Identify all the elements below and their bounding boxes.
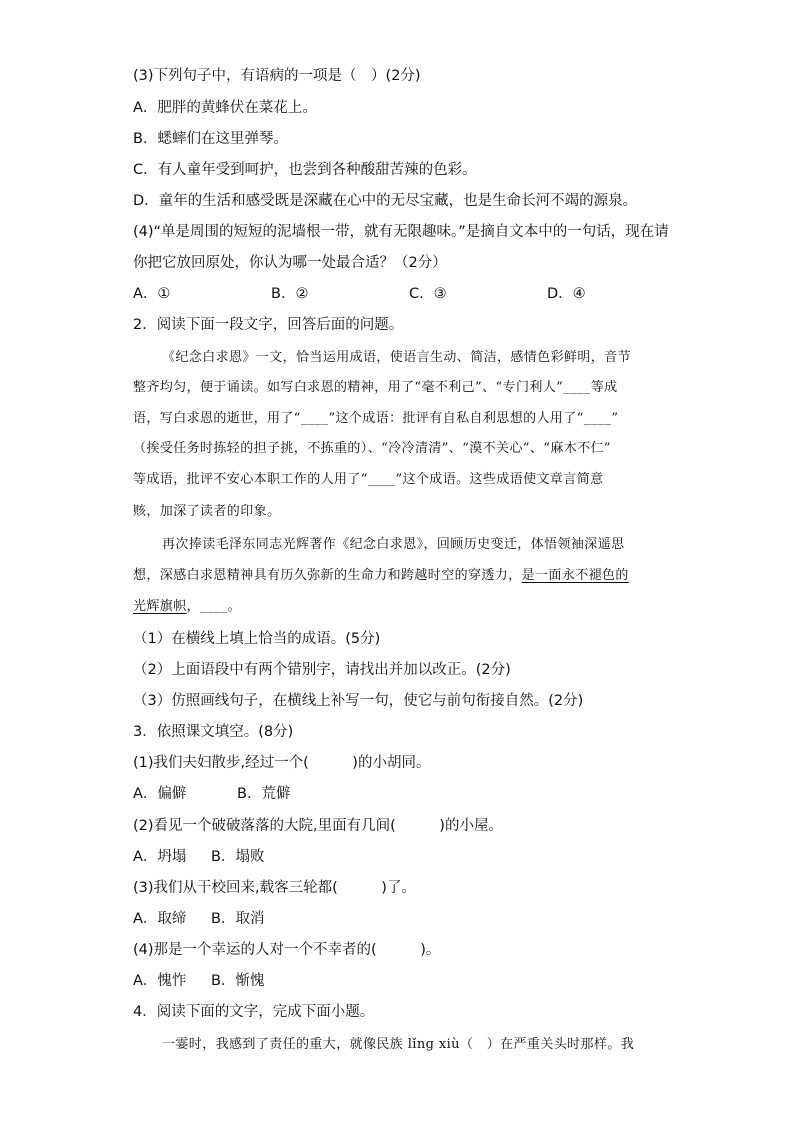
- passage-2-line2: [133, 566, 629, 586]
- question-3-1: (1)我们夫妇散步,经过一个( )的小胡同。: [133, 755, 431, 771]
- question-2-3: （3）仿照画线句子，在横线上补写一句，使它与前句衔接自然。(2分): [133, 693, 584, 709]
- question-3-4-options: [133, 971, 433, 991]
- option-b: B．惭愧: [211, 973, 265, 989]
- question-2-2: （2）上面语段中有两个错别字，请找出并加以改正。(2分): [133, 662, 511, 678]
- option-b: B．蟋蟀们在这里弹琴。: [133, 131, 288, 147]
- option-b: B．②: [271, 286, 309, 302]
- blank: ，____。: [186, 599, 242, 614]
- option-c: C．有人童年受到呵护，也尝到各种酸甜苦辣的色彩。: [133, 162, 477, 178]
- option-a: A．肥胖的黄蜂伏在菜花上。: [133, 100, 317, 116]
- question-3-4: (4)那是一个幸运的人对一个不幸者的( )。: [133, 942, 441, 958]
- question-1-4-line2: 你把它放回原处，你认为哪一处最合适？（2分）: [133, 255, 447, 271]
- option-a: A．取缔: [133, 911, 187, 927]
- passage-1-line6: 赅，加深了读者的印象。: [133, 504, 281, 519]
- passage-2-text: 想，深感白求恩精神具有历久弥新的生命力和跨越时空的穿透力，: [133, 568, 522, 583]
- option-a: A．愧怍: [133, 973, 187, 989]
- passage-1-line4: （挨受任务时拣轻的担子挑，不拣重的）、“冷冷清清”、“漠不关心”、“麻木不仁”: [133, 441, 611, 456]
- passage-1-line5: 等成语，批评不安心本职工作的人用了“____”这个成语。这些成语使文章言简意: [133, 472, 604, 487]
- passage-3-line1: 一霎时，我感到了责任的重大，就像民族 lǐng xiù（ ）在严重关头时那样。我: [162, 1037, 635, 1052]
- question-3-1-options: [133, 784, 433, 804]
- passage-2-line1: 再次捧读毛泽东同志光辉著作《纪念白求恩》，回顾历史变迁，体悟领袖深遥思: [162, 537, 625, 552]
- option-a: A．偏僻: [133, 786, 187, 802]
- passage-1-line2: 整齐均匀，便于诵读。如写白求恩的精神，用了“毫不利己”、“专门利人”____等成: [133, 380, 618, 395]
- passage-1-line3: 语，写白求恩的逝世，用了“____”这个成语：批评有自私自利思想的人用了“____”: [133, 411, 619, 426]
- option-c: C．③: [409, 286, 447, 302]
- question-4-heading: 4．阅读下面的文字，完成下面小题。: [133, 1004, 375, 1020]
- question-1-4-options: [133, 284, 653, 304]
- option-d: D．童年的生活和感受既是深藏在心中的无尽宝藏，也是生命长河不竭的源泉。: [133, 193, 638, 209]
- question-2-1: （1）在横线上填上恰当的成语。(5分): [133, 631, 381, 647]
- question-3-3: (3)我们从干校回来,载客三轮都( )了。: [133, 880, 416, 896]
- option-a: A．坍塌: [133, 849, 187, 865]
- question-1-3: (3)下列句子中，有语病的一项是（ ）(2分): [133, 68, 421, 84]
- question-3-3-options: [133, 909, 433, 929]
- option-a: A．①: [133, 286, 171, 302]
- question-2-heading: 2．阅读下面一段文字，回答后面的问题。: [133, 317, 404, 333]
- question-1-4-line1: (4)“单是周围的短短的泥墙根一带，就有无限趣味。”是摘自文本中的一句话，现在请: [133, 224, 669, 240]
- question-3-heading: 3．依照课文填空。(8分): [133, 724, 294, 740]
- option-b: B．塌败: [211, 849, 265, 865]
- option-b: B．取消: [211, 911, 265, 927]
- passage-1-line1: 《纪念白求恩》一文，恰当运用成语，使语言生动、简洁，感情色彩鲜明，音节: [162, 350, 632, 365]
- underlined-sentence: 是一面永不褪色的: [521, 568, 629, 583]
- option-b: B．荒僻: [237, 786, 291, 802]
- option-d: D．④: [547, 286, 586, 302]
- underlined-sentence-end: 光辉旗帜: [133, 599, 187, 614]
- question-3-2: (2)看见一个破破落落的大院,里面有几间( )的小屋。: [133, 818, 503, 834]
- question-3-2-options: [133, 847, 433, 867]
- passage-2-line3: [133, 597, 241, 617]
